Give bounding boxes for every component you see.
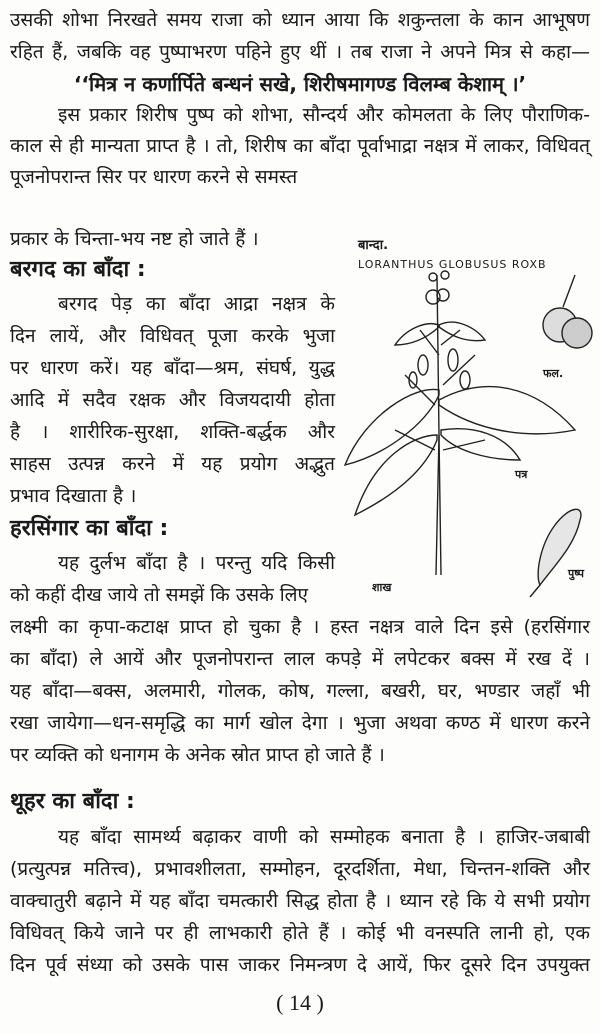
label-branch: शाख <box>372 581 392 594</box>
thuhar-line: वाक्चातुरी बढ़ाने में यह बाँदा चमत्कारी सिद्ध होता है । ध्यान रहे कि ये सभी प्रयोग <box>10 890 590 912</box>
leaf <box>345 389 439 465</box>
thuhar-line: यह बाँदा सामर्थ्य बढ़ाकर वाणी को सम्मोहक बनाता है । हाजिर-जबाबी <box>58 826 590 848</box>
label-fruit: फल. <box>543 367 564 380</box>
intro-line: उसकी शोभा निरखते समय राजा को ध्यान आया कि शकुन्तला के कान आभूषण <box>10 9 590 31</box>
leaf <box>355 435 437 515</box>
label-flower: पुष्प <box>568 567 585 580</box>
harsingar-line: पर व्यक्ति को धनागम के अनेक स्रोत प्राप्त हो जाते हैं । <box>10 744 385 766</box>
heading-harsingar: हरसिंगार का बाँदा : <box>10 516 169 541</box>
label-leaf: पत्र <box>515 468 528 481</box>
bargad-line: साहस उत्पन्न करने में यह प्रयोग अद्भुत <box>10 453 335 475</box>
intro-para-line: पूजनोपरान्त सिर पर धारण करने से समस्त <box>10 166 298 188</box>
bargad-line: है । शारीरिक-सुरक्षा, शक्ति-बर्द्धक और <box>10 421 335 443</box>
thuhar-line: विधिवत् किये जाने पर ही लाभकारी होते हैं । कोई भी वनस्पति लानी हो, एक <box>10 922 590 944</box>
leaf <box>439 387 575 434</box>
heading-thuhar: थूहर का बाँदा : <box>10 789 135 814</box>
thuhar-line: दिन पूर्व संध्या को उसके पास जाकर निमन्त्रण दे आयें, फिर दूसरे दिन उपयुक्त <box>10 954 590 976</box>
intro-para-line: काल से ही मान्यता प्राप्त है । तो, शिरीष का बाँदा पूर्वाभाद्रा नक्षत्र में लाकर, विधिवत् <box>10 135 590 157</box>
sanskrit-quote: ‘‘मित्र न कर्णार्पिते बन्धनं सखे, शिरीषमागण्ड विलम्ब केशाम् ।’ <box>73 72 527 96</box>
leaf <box>439 322 485 341</box>
harsingar-line: यह बाँदा—बक्स, अलमारी, गोलक, कोष, गल्ला, बखरी, घर, भण्डार जहाँ भी <box>10 680 590 702</box>
plant-illustration <box>335 235 600 605</box>
bargad-line: दिन लायें, और विधिवत् पूजा करके भुजा <box>10 325 335 347</box>
harsingar-line: का बाँदा) ले आयें और पूजनोपरान्त लाल कपड़े में लपेटकर बक्स में रख दें । <box>10 648 590 670</box>
intro-para-line: इस प्रकार शिरीष पुष्प को शोभा, सौन्दर्य और कोमलता के लिए पौराणिक- <box>58 104 590 126</box>
bargad-line: आदि में सदैव रक्षक और विजयदायी होता <box>10 389 335 411</box>
flower <box>538 509 581 585</box>
page-number: ( 14 ) <box>276 990 324 1015</box>
thuhar-line: (प्रत्युत्पन्न मतित्त्व), प्रभावशीलता, सम्मोहन, दूरदर्शिता, मेधा, चिन्तन-शक्ति और <box>10 858 590 880</box>
bargad-line: बरगद पेड़ का बाँदा आद्रा नक्षत्र के <box>58 293 335 315</box>
bargad-line: पर धारण करें। यह बाँदा—श्रम, संघर्ष, युद्ध <box>10 357 335 379</box>
heading-bargad: बरगद का बाँदा : <box>10 257 146 282</box>
leaf <box>395 324 439 345</box>
intro-line: रहित हैं, जबकि वह पुष्पाभरण पहिने हुए थीं । तब राजा ने अपने मित्र से कहा— <box>10 41 590 63</box>
harsingar-line: को कहीं दीख जाये तो समझें कि उसके लिए <box>10 584 309 606</box>
harsingar-line: रखा जायेगा—धन-समृद्धि का मार्ग खोल देगा । भुजा अथवा कण्ठ में धारण करने <box>10 712 590 734</box>
harsingar-line: लक्ष्मी का कृपा-कटाक्ष प्राप्त हो चुका है । हस्त नक्षत्र वाले दिन इसे (हरसिंगार <box>10 616 590 638</box>
harsingar-line: यह दुर्लभ बाँदा है । परन्तु यदि किसी <box>58 552 335 574</box>
fruit <box>562 318 592 348</box>
figure-title: बान्दा. <box>358 238 389 253</box>
figure-species: LORANTHUS GLOBUSUS ROXB <box>358 258 547 271</box>
bargad-line: प्रभाव दिखाता है । <box>10 485 137 507</box>
intro-para-line: प्रकार के चिन्ता-भय नष्ट हो जाते हैं । <box>10 228 259 250</box>
leaf <box>441 429 520 460</box>
